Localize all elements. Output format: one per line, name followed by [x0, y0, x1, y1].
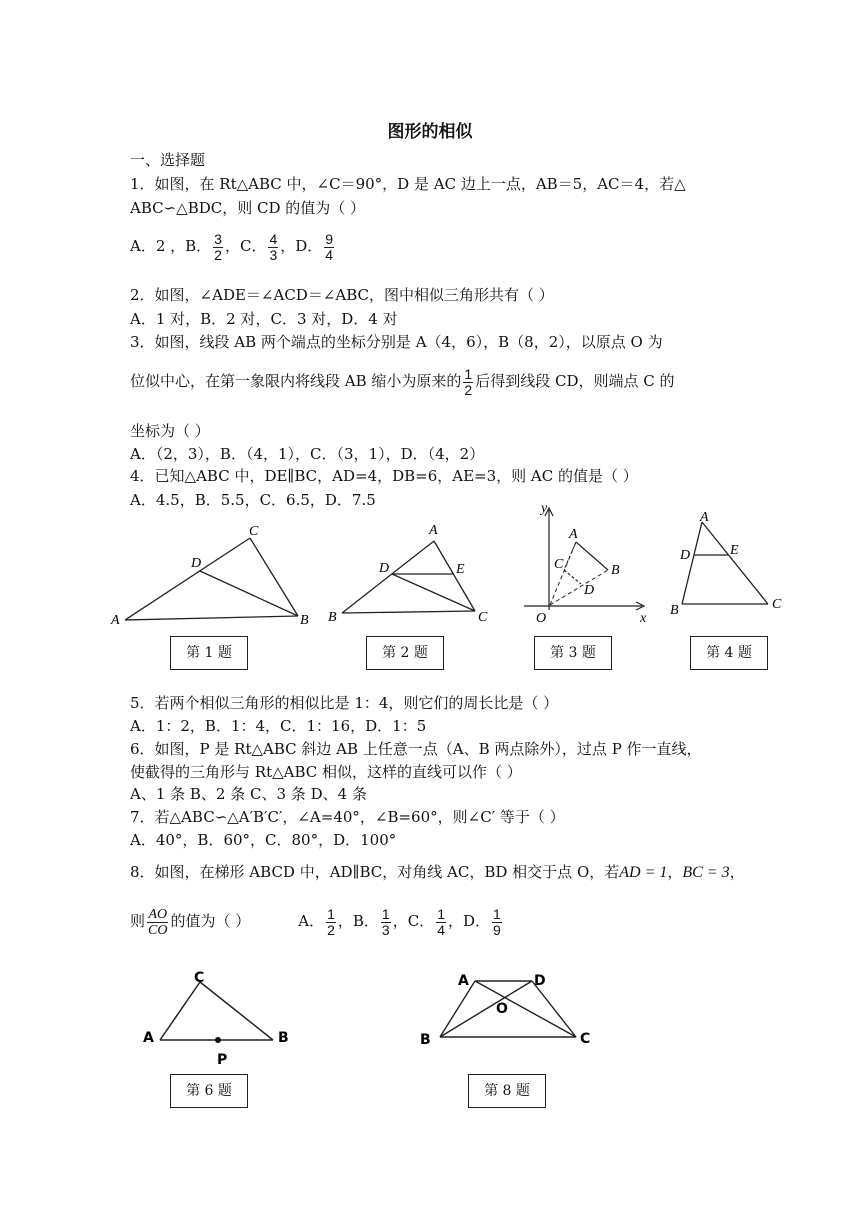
fig4-label-d: D [680, 548, 691, 563]
caption-fig6: 第 6 题 [170, 1074, 248, 1108]
q3-fraction-half: $\frac{1}{2}$ [464, 365, 473, 398]
q1-fraction-d: $\frac{9}{4}$ [325, 230, 334, 263]
fig8-label-c: C [580, 1031, 591, 1047]
fig2-label-c: C [478, 610, 488, 625]
fig2-label-e: E [456, 562, 465, 577]
q1-stem-line2: ABC∽△BDC，则 CD 的值为（ ） [130, 199, 366, 217]
q1-fraction-c: $\frac{4}{3}$ [269, 230, 278, 263]
fig8-label-o: O [496, 1001, 508, 1017]
caption-fig8: 第 8 题 [468, 1074, 546, 1108]
figure-q8-trapezoid [412, 965, 602, 1050]
fig3-label-a: A [569, 527, 578, 542]
fig4-label-b: B [670, 603, 679, 618]
fig8-label-b: B [420, 1032, 431, 1048]
fig3-label-x: x [640, 611, 647, 626]
fig3-label-y: y [541, 501, 548, 516]
caption-fig2: 第 2 题 [366, 636, 444, 670]
fig3-label-d: D [584, 583, 595, 598]
q1-option-a: A．2 ，B． [130, 237, 212, 255]
fig8-label-d: D [534, 973, 546, 989]
fig4-label-e: E [730, 543, 739, 558]
q8-equation-ad: AD = 1 [619, 864, 668, 881]
fig6-label-c: C [194, 970, 205, 986]
fig2-label-d: D [379, 561, 390, 576]
caption-fig4: 第 4 题 [690, 636, 768, 670]
q3-stem-line2: 位似中心，在第一象限内将线段 AB 缩小为原来的 $\frac{1}{2}$ 后得到线段 CD，则端点 C 的 [130, 365, 675, 398]
fig8-label-a: A [458, 973, 469, 989]
q7-options: A．40°，B．60°，C．80°，D．100° [130, 831, 397, 849]
q8-option-a: A． [298, 912, 325, 930]
q2-stem: 2．如图，∠ADE＝∠ACD＝∠ABC，图中相似三角形共有（ ） [130, 286, 554, 304]
q8-fraction-a: $\frac{1}{2}$ [327, 905, 335, 938]
figure-q2-triangle [322, 518, 497, 630]
q8-equation-bc: BC = 3 [682, 864, 730, 881]
q1-options [130, 228, 336, 264]
figure-q6-triangle [135, 965, 300, 1070]
caption-fig1: 第 1 题 [170, 636, 248, 670]
page-title: 图形的相似 [387, 122, 473, 142]
q6-options: A、1 条 B、2 条 C、3 条 D、4 条 [130, 785, 367, 803]
q1-fraction-b: $\frac{3}{2}$ [214, 230, 222, 263]
q1-stem-line1: 1．如图，在 Rt△ABC 中，∠C＝90°，D 是 AC 边上一点，AB＝5，AC＝4，若△ [130, 175, 686, 193]
fig2-label-a: A [429, 523, 438, 538]
q1-sep-c: ，C． [224, 237, 267, 255]
section-heading: 一、选择题 [130, 151, 206, 169]
q6-stem-line1: 6．如图，P 是 Rt△ABC 斜边 AB 上任意一点（A、B 两点除外），过点 P 作一直线， [130, 740, 702, 758]
q8-fraction-c: $\frac{1}{4}$ [437, 905, 445, 938]
q5-stem: 5．若两个相似三角形的相似比是 1：4，则它们的周长比是（ ） [130, 694, 559, 712]
figure-q1-triangle [105, 520, 320, 632]
fig6-label-a: A [143, 1030, 154, 1046]
q4-options: A．4.5，B．5.5，C．6.5，D．7.5 [130, 491, 376, 509]
fig3-label-c: C [554, 557, 564, 572]
figure-q4-triangle [668, 508, 793, 620]
q1-sep-d: ，D． [280, 237, 323, 255]
fig3-label-b: B [611, 563, 620, 578]
q5-options: A．1：2，B．1：4，C．1：16，D．1：5 [130, 717, 427, 735]
fig1-label-a: A [111, 613, 120, 628]
figure-q3-coordinates [514, 498, 654, 628]
q3-stem-line1: 3．如图，线段 AB 两个端点的坐标分别是 A（4，6），B（8，2），以原点 O 为 [130, 333, 663, 351]
fig1-label-b: B [300, 613, 309, 628]
fig1-label-c: C [249, 524, 259, 539]
q4-stem: 4．已知△ABC 中，DE∥BC，AD=4，DB=6，AE=3，则 AC 的值是（ ） [130, 467, 638, 485]
q8-fraction-b: $\frac{1}{3}$ [381, 905, 390, 938]
q8-stem-line2: 则 $\frac{AO}{CO}$ 的值为（ ） A． $\frac{1}{2}$ ，B． $\frac{1}{3}$ ，C． $\frac{1}{4}$ ，D． $\frac{1}{9}$ [130, 905, 501, 938]
q6-stem-line2: 使截得的三角形与 Rt△ABC 相似，这样的直线可以作（ ） [130, 763, 522, 781]
fig4-label-a: A [700, 510, 709, 525]
fig6-label-p: P [217, 1052, 228, 1068]
fig6-label-b: B [278, 1030, 289, 1046]
q8-fraction-d: $\frac{1}{9}$ [493, 905, 501, 938]
caption-fig3: 第 3 题 [534, 636, 612, 670]
q2-options: A．1 对，B．2 对，C．3 对，D．4 对 [130, 310, 398, 328]
q3-stem-line3: 坐标为（ ） [130, 422, 210, 440]
fig4-label-c: C [772, 597, 782, 612]
q3-options: A．（2，3），B．（4，1），C．（3，1），D．（4，2） [130, 445, 485, 463]
q8-ratio-ao-co: $\frac{AO}{CO}$ [148, 906, 168, 938]
q7-stem: 7．若△ABC∽△A′B′C′，∠A=40°，∠B=60°，则∠C′ 等于（ ） [130, 808, 565, 826]
fig2-label-b: B [328, 610, 337, 625]
fig3-label-o: O [536, 611, 547, 626]
fig1-label-d: D [191, 556, 202, 571]
q8-stem-line1: 8．如图，在梯形 ABCD 中，AD∥BC，对角线 AC，BD 相交于点 O，若AD = 1，BC = 3， [130, 863, 745, 881]
